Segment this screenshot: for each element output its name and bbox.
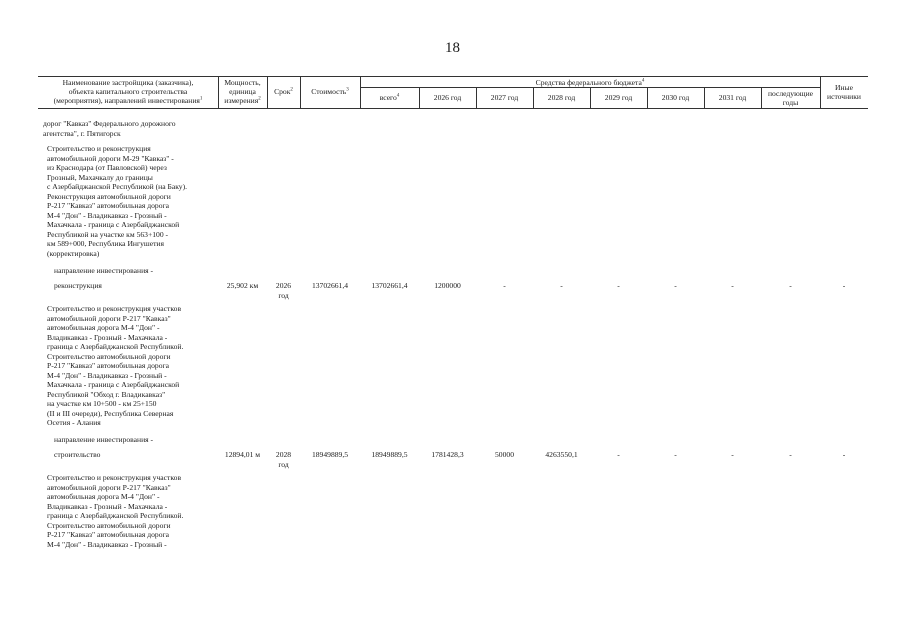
header-col-later: последующие годы [767,89,814,107]
project-1-direction: реконструкция [54,281,102,290]
project-2-2027: 50000 [495,450,514,459]
header-col-total: всего$^4$ [379,93,400,102]
header-col-term: Срок$^2$ [274,87,293,96]
project-1-direction-label: направление инвестирования - [54,266,154,275]
header-col-federal: Средства федерального бюджета$^4$ [535,78,645,87]
intro-text: дорог "Кавказ" Федерального дорожного агентства", г. Пятигорск [43,119,176,138]
project-1-2026: 1200000 [434,281,461,290]
project-2-capacity: 12894,01 м [224,450,261,459]
project-1-2027: - [503,281,506,290]
project-2-2026: 1781428,3 [431,450,464,459]
project-3-title: Строительство и реконструкция участков автомобильной дороги Р-217 "Кавказ" автомобильная дорога М-4 "Дон" - Владикавказ - Грозный - Махачкала - граница с Азербайджанской Республикой. Строительство автомобильной дороги Р-217 "Кавказ" автомобильная дорога М-4 "Дон" - Владикавказ - Грозный - [47,473,184,549]
project-1-later: - [789,281,792,290]
header-col-capacity: Мощность, единица измерения$^2$ [224,78,261,105]
project-1-2029: - [617,281,620,290]
header-bottom-border [38,108,868,109]
project-2-direction: строительство [54,450,101,459]
header-col-2031: 2031 год [718,93,747,102]
project-2-2028: 4263550,1 [545,450,578,459]
project-2-cost: 18949889,5 [311,450,349,459]
header-col-2028: 2028 год [547,93,576,102]
project-1-capacity: 25,902 км [226,281,259,290]
project-1-2028: - [560,281,563,290]
header-col-cost: Стоимость$^3$ [311,87,349,96]
project-2-term: 2028 год [275,450,292,469]
project-1-title: Строительство и реконструкция автомобильной дороги М-29 "Кавказ" - из Краснодара (от Павловской) через Грозный, Махачкалу до границы с Азербайджанской Республикой (на Баку). Реконструкция автомобильной дороги Р-217 "Кавказ" автомобильная дорога М-4 "Дон" - Владикавказ - Грозный - Махачкала - граница с Азербайджанской Республикой на участке км 563+100 - км 589+000, Республика Ингушетия (корректировка) [47,144,187,258]
project-1-term: 2026 год [275,281,292,300]
page-number: 18 [445,40,460,56]
header-col-other: Иные источники [827,83,861,101]
header-col-2030: 2030 год [661,93,690,102]
project-2-title: Строительство и реконструкция участков автомобильной дороги Р-217 "Кавказ" автомобильная дорога М-4 "Дон" - Владикавказ - Грозный - Махачкала - граница с Азербайджанской Республикой. Строительство автомобильной дороги Р-217 "Кавказ" автомобильная дорога М-4 "Дон" - Владикавказ - Грозный - Махачкала - граница с Азербайджанской Республикой "Обход г. Владикавказ" на участке км 10+500 - км 25+150 (II и III очереди), Республика Северная Осетия - Алания [47,304,184,427]
project-1-2030: - [674,281,677,290]
project-2-2030: - [674,450,677,459]
header-top-border [38,76,868,77]
project-2-later: - [789,450,792,459]
project-2-2029: - [617,450,620,459]
project-2-direction-label: направление инвестирования - [54,435,154,444]
project-1-2031: - [731,281,734,290]
project-1-total: 13702661,4 [371,281,408,290]
header-col-name: Наименование застройщика (заказчика), объекта капитального строительства (мероприятия), направлений инвестирования$^1$ [53,78,203,105]
project-1-other: - [842,281,846,290]
project-2-other: - [842,450,846,459]
header-col-2027: 2027 год [490,93,519,102]
header-col-2026: 2026 год [433,93,462,102]
header-col-2029: 2029 год [604,93,633,102]
project-2-total: 18949889,5 [371,450,408,459]
project-2-2031: - [731,450,734,459]
project-1-cost: 13702661,4 [311,281,349,290]
